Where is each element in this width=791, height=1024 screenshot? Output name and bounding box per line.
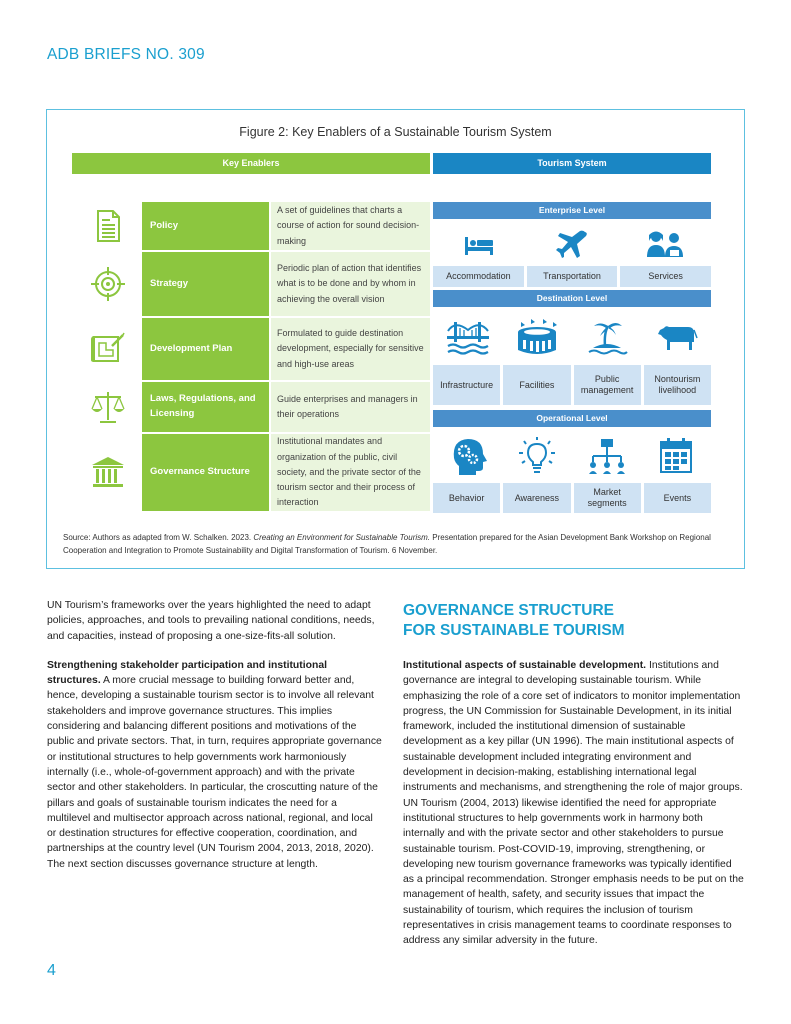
cell-market-segments: Market segments <box>574 483 641 513</box>
enabler-row-policy <box>72 202 430 250</box>
section-heading <box>403 601 625 641</box>
figure-source <box>63 532 733 558</box>
operational-level-bar: Operational Level <box>433 410 711 427</box>
paragraph <box>403 658 744 949</box>
cell-awareness: Awareness <box>503 483 570 513</box>
staff-icon <box>645 229 685 259</box>
scales-icon <box>90 389 126 425</box>
blueprint-icon <box>90 330 126 366</box>
calendar-icon <box>654 436 698 476</box>
enabler-description: Formulated to guide destination development, especially for sensitive and high-use areas <box>271 318 430 380</box>
paragraph-lead: Strengthening stakeholder participation and institutional structures. <box>47 659 327 687</box>
enabler-name: Strategy <box>142 252 269 316</box>
cell-infrastructure: Infrastructure <box>433 365 500 405</box>
bridge-icon <box>446 318 490 358</box>
enabler-description: Periodic plan of action that identifies what is to be done and by whom in achieving the overall vision <box>271 252 430 316</box>
enterprise-icons <box>433 224 711 264</box>
paragraph: UN Tourism’s frameworks over the years highlighted the need to adapt policies, approaches, and tools to prevailing national conditions, needs, and capacities, instead of proposing a one-size-fits-all solution. <box>47 600 375 642</box>
figure-2 <box>46 109 745 569</box>
cell-behavior: Behavior <box>433 483 500 513</box>
enabler-row-governance <box>72 434 430 511</box>
cell-accommodation: Accommodation <box>433 266 524 287</box>
cell-nontourism-livelihood: Nontourism livelihood <box>644 365 711 405</box>
island-icon <box>585 318 629 358</box>
enabler-description: A set of guidelines that charts a course of action for sound decision-making <box>271 202 430 250</box>
document-icon <box>90 208 126 244</box>
bed-icon <box>462 229 496 259</box>
heading-line: FOR SUSTAINABLE TOURISM <box>403 622 625 640</box>
cell-facilities: Facilities <box>503 365 570 405</box>
cell-services: Services <box>620 266 711 287</box>
paragraph <box>47 658 382 872</box>
destination-cells <box>433 365 711 405</box>
operational-icons <box>433 433 711 478</box>
destination-icons <box>433 313 711 363</box>
head-gears-icon <box>446 436 490 476</box>
hierarchy-icon <box>585 436 629 476</box>
paragraph-body: A more crucial message to building forward better and, hence, developing a sustainable tourism sector is to involve all relevant stakeholders and improve governance structures. This implies considering and balancing different positions and motivations of the public and private sectors. That, in turn, requires appropriate governance or institutional structures to help governments work harmoniously internally (i.e., whole-of-government approach) and with the private sector and other stakeholders. In particular, the croscutting nature of the pillars and goals of sustainable tourism indicates the need for a multilevel and multisector approach across national, regional, and local or destination structures for effective cooperation, coordination, and partnerships at the country level (UN Tourism 2004, 2013, 2018, 2020). The next section discusses governance structure at length. <box>47 675 382 870</box>
page-number: 4 <box>47 962 56 979</box>
cell-public-management: Public management <box>574 365 641 405</box>
source-prefix: Source: Authors as adapted from W. Schalken. 2023. <box>63 533 254 542</box>
tourism-system-header: Tourism System <box>433 153 711 174</box>
heading-line: GOVERNANCE STRUCTURE <box>403 602 614 619</box>
paragraph-body: Institutions and governance are integral to developing sustainable tourism. While emphasizing the role of a core set of indicators to monitor implementation progress, the UN Commission for Sustainable Development, in its initial framework, included the institutional dimension of sustainable development as a key pillar (UN 1996). The main institutional aspects of sustainable development included integrating environment and development in decision-making, establishing international legal instruments and mechanisms, and strengthening the role of major groups. UN Tourism (2004, 2013) likewise identified the need for appropriate institutional structures to help governments work in harmony both internally and with the private sector and other stakeholders to pursue sustainable tourism. Post-COVID-19, improving, strengthening, or developing new tourism governance frameworks was typically identified as a principal recommendation. Stronger emphasis needs to be put on the management of health, safety, and security issues that impact the sustainability of tourism, which requires the inclusion of tourism representatives in crisis management teams to coordinate responses to address any similar adversity in the future. <box>403 660 744 947</box>
enabler-name: Development Plan <box>142 318 269 380</box>
government-building-icon <box>90 454 126 490</box>
enterprise-level-bar: Enterprise Level <box>433 202 711 219</box>
lightbulb-icon <box>515 436 559 476</box>
enabler-row-development-plan <box>72 318 430 380</box>
cell-events: Events <box>644 483 711 513</box>
operational-cells <box>433 483 711 513</box>
enterprise-cells <box>433 266 711 287</box>
left-column <box>47 598 382 886</box>
stadium-icon <box>515 318 559 358</box>
airplane-icon <box>555 229 589 259</box>
enabler-row-strategy <box>72 252 430 316</box>
enabler-name: Laws, Regulations, and Licensing <box>142 382 269 432</box>
source-title: Creating an Environment for Sustainable Tourism. <box>253 533 431 542</box>
cell-transportation: Transportation <box>527 266 618 287</box>
right-column <box>403 658 744 963</box>
cow-icon <box>654 318 698 358</box>
paragraph-lead: Institutional aspects of sustainable development. <box>403 660 647 671</box>
destination-level-bar: Destination Level <box>433 290 711 307</box>
enabler-row-laws <box>72 382 430 432</box>
page-header: ADB BRIEFS NO. 309 <box>47 46 205 63</box>
target-icon <box>90 266 126 302</box>
key-enablers-header: Key Enablers <box>72 153 430 174</box>
enabler-description: Guide enterprises and managers in their operations <box>271 382 430 432</box>
source-suffix: Presentation prepared for the Asian Development Bank Workshop on Regional Cooperation and Integration to Promote Sustainability and Digital Transformation of Tourism. 6 November. <box>63 533 711 555</box>
enabler-description: Institutional mandates and organization of the public, civil society, and the private sector of the tourism sector and their process of interaction <box>271 434 430 511</box>
enabler-name: Governance Structure <box>142 434 269 511</box>
figure-title: Figure 2: Key Enablers of a Sustainable Tourism System <box>239 125 552 139</box>
enabler-name: Policy <box>142 202 269 250</box>
